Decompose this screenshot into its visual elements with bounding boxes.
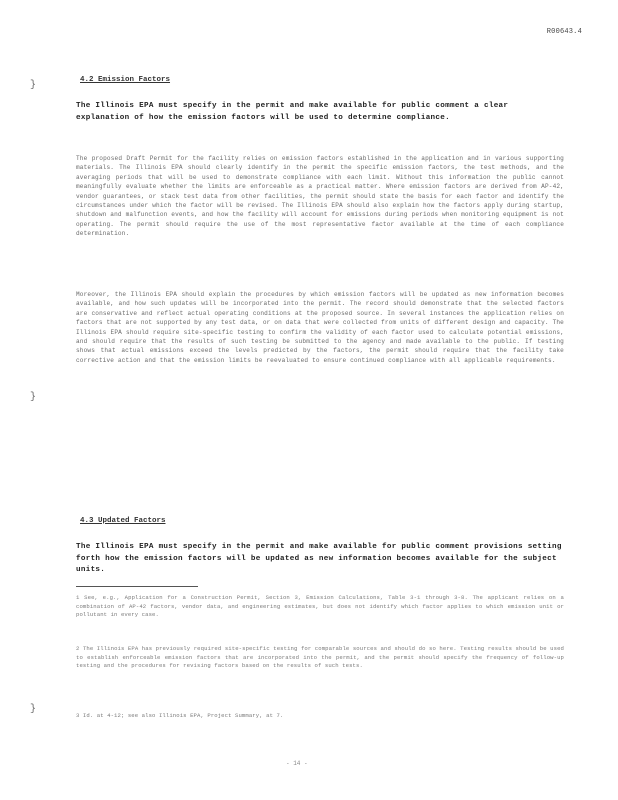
- footnote-divider: [76, 586, 198, 587]
- body-paragraph: Moreover, the Illinois EPA should explain the procedures by which emission factors will be updated as new information becomes available, and how such updates will be incorporated into the permit. The record should demonstrate that the selected factors are conservative and reflect actual operating conditions at the proposed source. In several instances the application relies on factors that are not supported by any test data, or on data that were collected from units of different design and capacity. The Illinois EPA should require site-specific testing to confirm the validity of each factor used to calculate potential emissions, and should require that the results of such testing be submitted to the agency and made available to the public. If testing shows that actual emissions exceed the levels predicted by the factors, the permit should require that the facility take corrective action and that the emission limits be reevaluated to ensure continued compliance with all applicable requirements.: [76, 291, 564, 364]
- bold-statement: The Illinois EPA must specify in the permit and make available for public comment a clear explanation of how the emission factors will be used to determine compliance.: [76, 102, 509, 122]
- page-number: - 14 -: [286, 760, 308, 767]
- margin-bracket-mark: }: [30, 80, 37, 91]
- footnote: 2 The Illinois EPA has previously required site-specific testing for comparable sources and should do so here. Testing results should be used to establish enforceable emission factors that are incorporated into the permit, and the permit should specify the frequency of follow-up testing and the procedures for revising factors based on the results of such tests.: [76, 645, 564, 670]
- section-heading: 4.2 Emission Factors: [80, 76, 171, 84]
- footnote: 3 Id. at 4-12; see also Illinois EPA, Project Summary, at 7.: [76, 712, 284, 719]
- page-id: R00643.4: [546, 28, 582, 36]
- margin-bracket-mark: }: [30, 392, 37, 403]
- body-paragraph: The proposed Draft Permit for the facility relies on emission factors established in the application and in various supporting materials. The Illinois EPA should clearly identify in the permit the specific emission factors, the test methods, and the averaging periods that will be used to demonstrate compliance with each limit. Without this information the public cannot meaningfully evaluate whether the limits are enforceable as a practical matter. Where emission factors are derived from AP-42, vendor guarantees, or stack test data from other facilities, the permit should state the basis for each factor and identify the circumstances under which the factor will be revised. The Illinois EPA should also explain how the factors apply during startup, shutdown and malfunction events, and how the facility will account for emissions during periods when monitoring equipment is not operating. The permit should require the use of the most representative factor available at the time of each compliance determination.: [76, 155, 564, 238]
- footnote: 1 See, e.g., Application for a Construction Permit, Section 3, Emission Calculations, Table 3-1 through 3-8. The applicant relies on a combination of AP-42 factors, vendor data, and engineering estimates, but does not identify which factor applies to which emission unit or pollutant in every case.: [76, 594, 564, 619]
- margin-bracket-mark: }: [30, 704, 37, 715]
- section-heading: 4.3 Updated Factors: [80, 517, 166, 525]
- bold-statement: The Illinois EPA must specify in the permit and make available for public comment provisions setting forth how the emission factors will be updated as new information becomes available for the subject units.: [76, 543, 562, 574]
